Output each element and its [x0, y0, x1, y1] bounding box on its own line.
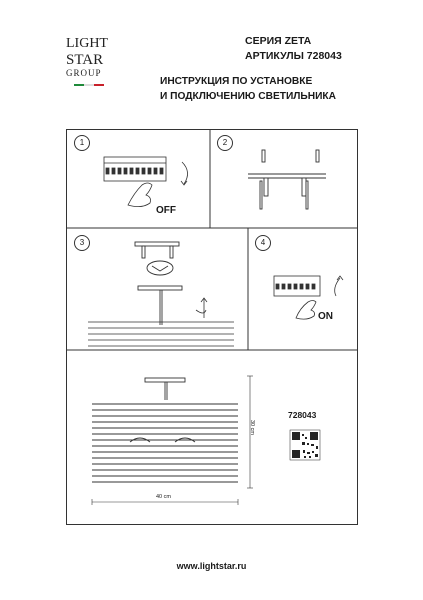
qr-code-icon: [290, 430, 320, 460]
series-name: СЕРИЯ ZETA: [245, 35, 312, 47]
mounting-bar: [248, 150, 326, 209]
logo-line-1: LIGHT: [66, 36, 108, 51]
width-dimension: 40 cm: [156, 494, 171, 500]
rotate-arrow-icon: [196, 298, 207, 318]
step-1-number: 1: [74, 135, 90, 151]
website-url[interactable]: www.lightstar.ru: [176, 561, 247, 571]
title-line-2: И ПОДКЛЮЧЕНИЮ СВЕТИЛЬНИКА: [160, 91, 337, 102]
hand-icon: [128, 183, 152, 207]
dimension-lines: [92, 376, 253, 505]
step-1-label: OFF: [156, 205, 176, 216]
height-dimension: 30 cm: [249, 420, 255, 435]
step-2-number: 2: [217, 135, 233, 151]
title-line-1: ИНСТРУКЦИЯ ПО УСТАНОВКЕ: [160, 76, 313, 87]
article-number: АРТИКУЛЫ 728043: [245, 50, 342, 62]
model-number: 728043: [288, 410, 317, 420]
hand-icon: [296, 301, 316, 320]
terminal-block-icon: [274, 276, 320, 296]
logo-line-2: STAR: [66, 52, 104, 68]
step-4-label: ON: [318, 311, 333, 322]
assembled-luminaire: [92, 378, 238, 482]
step-3-number: 3: [74, 235, 90, 251]
shade-bars: [88, 322, 234, 346]
rotate-arrow-icon: [335, 276, 343, 296]
ceiling-mount: [135, 242, 182, 325]
step-4-number: 4: [255, 235, 271, 251]
logo-line-3: GROUP: [66, 68, 102, 78]
terminal-block-icon: [104, 157, 166, 181]
rotate-arrow-icon: [181, 162, 188, 185]
